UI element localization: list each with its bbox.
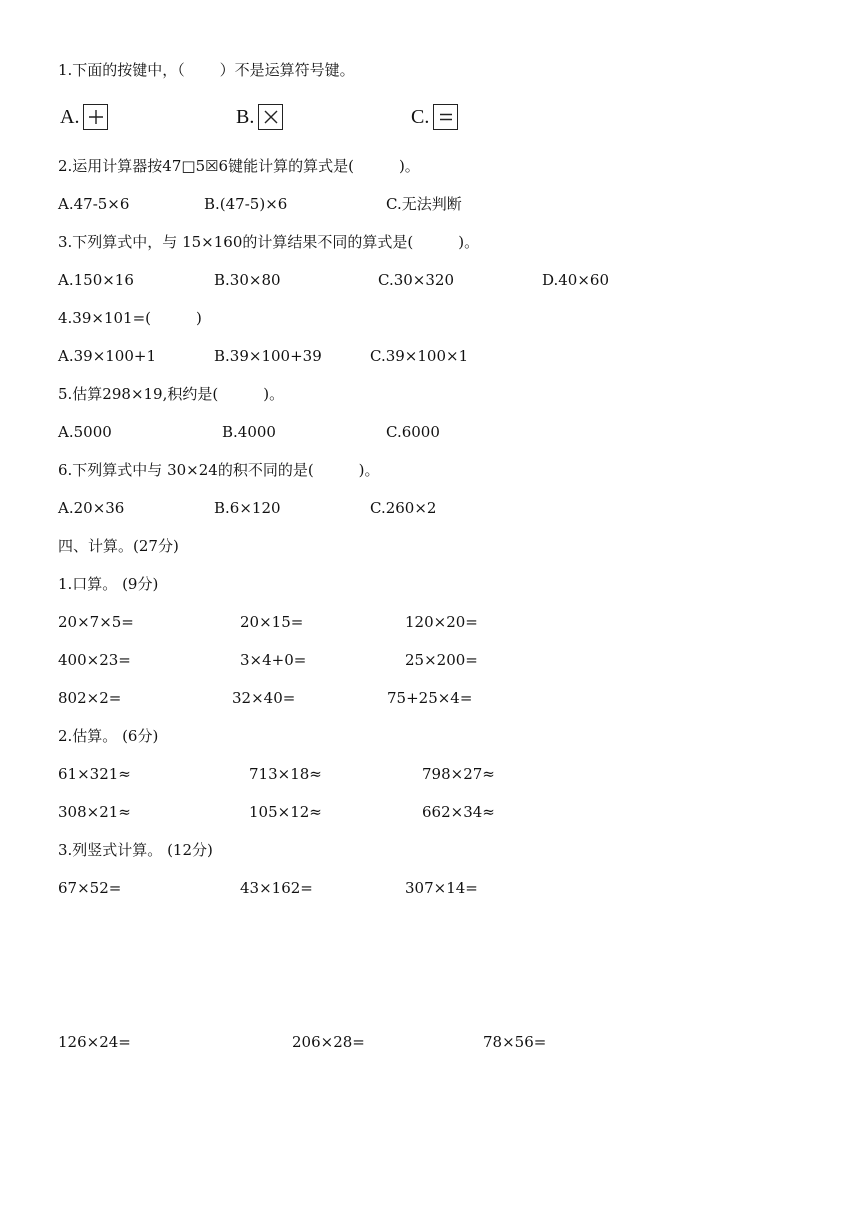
times-key-icon: [258, 104, 283, 130]
question-1-options: [0, 101, 860, 133]
q5-option-a: A.5000: [58, 423, 112, 441]
oral-calc-title: 1.口算。 (9分): [58, 575, 159, 593]
question-2-text: 2.运用计算器按47□5☒6键能计算的算式是( )。: [58, 157, 420, 175]
q6-option-a: A.20×36: [58, 499, 125, 517]
option-c-label: C.: [411, 105, 430, 128]
oral-item: 32×40=: [232, 689, 296, 707]
vertical-item: 78×56=: [483, 1033, 547, 1051]
vertical-item: 307×14=: [405, 879, 478, 897]
oral-item: 20×7×5=: [58, 613, 134, 631]
q6-option-c: C.260×2: [370, 499, 437, 517]
q4-option-b: B.39×100+39: [214, 347, 322, 365]
option-b-label: B.: [236, 105, 255, 128]
oral-item: 802×2=: [58, 689, 122, 707]
question-3-text: 3.下列算式中，与 15×160的计算结果不同的算式是( )。: [58, 233, 480, 251]
option-a: [60, 101, 108, 133]
estimate-item: 308×21≈: [58, 803, 131, 821]
estimate-title: 2.估算。 (6分): [58, 727, 159, 745]
q3-option-a: A.150×16: [58, 271, 134, 289]
q3-option-b: B.30×80: [214, 271, 281, 289]
estimate-item: 798×27≈: [422, 765, 495, 783]
question-5-text: 5.估算298×19,积约是( )。: [58, 385, 285, 403]
q3-option-d: D.40×60: [542, 271, 610, 289]
question-6-text: 6.下列算式中与 30×24的积不同的是( )。: [58, 461, 380, 479]
vertical-item: 206×28=: [292, 1033, 365, 1051]
oral-item: 120×20=: [405, 613, 478, 631]
section-4-title: 四、计算。(27分): [58, 537, 179, 555]
oral-item: 25×200=: [405, 651, 478, 669]
q5-option-b: B.4000: [222, 423, 276, 441]
estimate-item: 105×12≈: [249, 803, 322, 821]
plus-key-icon: [83, 104, 108, 130]
q3-option-c: C.30×320: [378, 271, 454, 289]
estimate-item: 61×321≈: [58, 765, 131, 783]
vertical-calc-title: 3.列竖式计算。 (12分): [58, 841, 213, 859]
oral-item: 3×4+0=: [240, 651, 307, 669]
vertical-item: 67×52=: [58, 879, 122, 897]
estimate-item: 713×18≈: [249, 765, 322, 783]
q2-option-b: B.(47-5)×6: [204, 195, 288, 213]
option-b: [236, 101, 283, 133]
q6-option-b: B.6×120: [214, 499, 281, 517]
oral-item: 400×23=: [58, 651, 131, 669]
q5-option-c: C.6000: [386, 423, 440, 441]
q4-option-c: C.39×100×1: [370, 347, 469, 365]
question-1-text: 1.下面的按键中，（ ）不是运算符号键。: [58, 61, 355, 79]
q2-option-c: C.无法判断: [386, 195, 462, 213]
option-a-label: A.: [60, 105, 80, 128]
oral-item: 75+25×4=: [387, 689, 473, 707]
vertical-item: 43×162=: [240, 879, 313, 897]
question-4-text: 4.39×101=( ): [58, 309, 202, 327]
equals-key-icon: [433, 104, 458, 130]
estimate-item: 662×34≈: [422, 803, 495, 821]
oral-item: 20×15=: [240, 613, 304, 631]
option-c: [411, 101, 458, 133]
q4-option-a: A.39×100+1: [58, 347, 156, 365]
vertical-item: 126×24=: [58, 1033, 131, 1051]
q2-option-a: A.47-5×6: [58, 195, 130, 213]
